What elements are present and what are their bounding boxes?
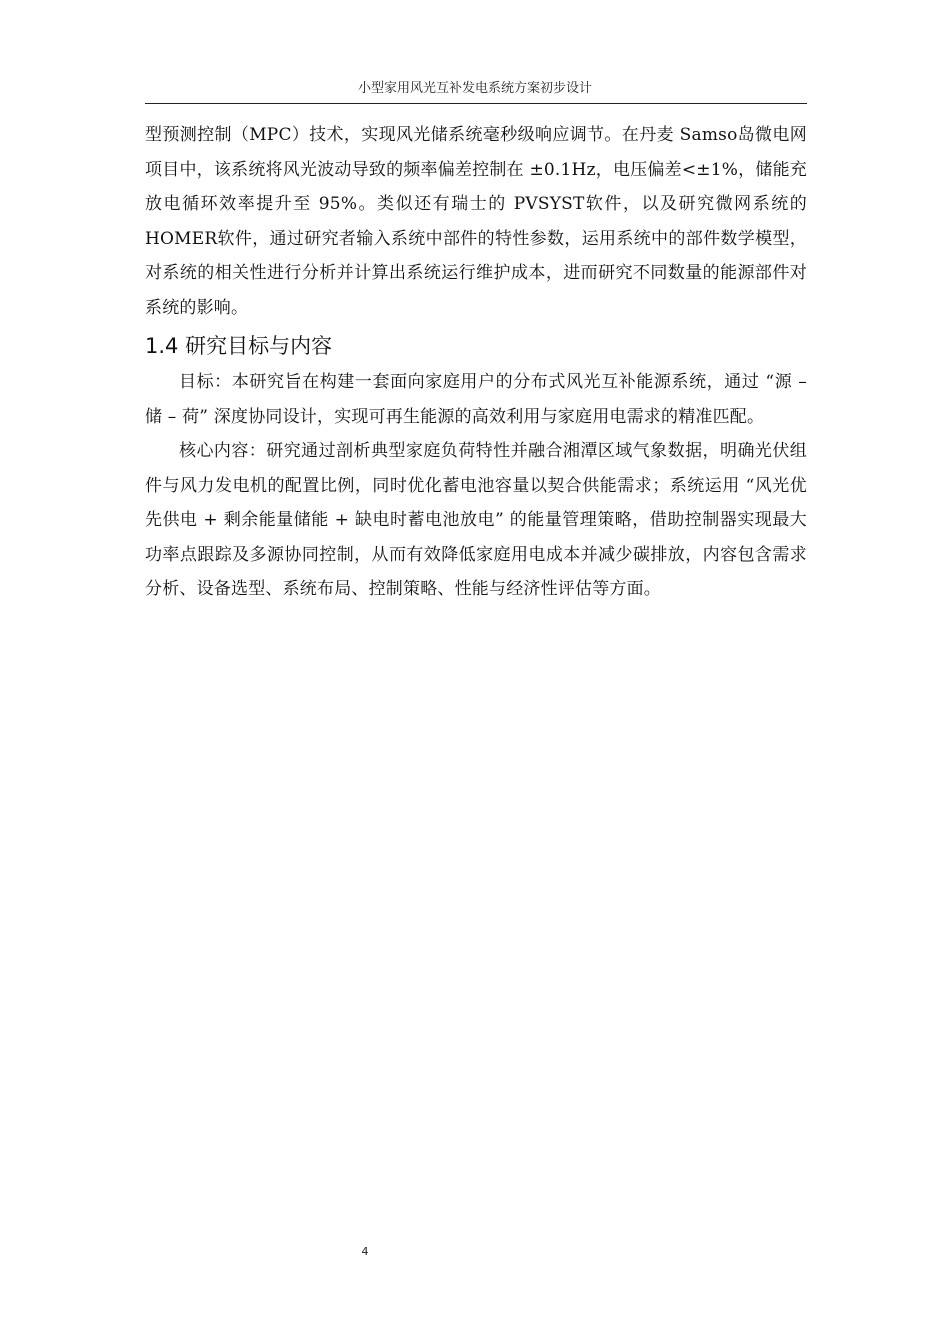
page-number: 4 xyxy=(361,1245,369,1258)
section-heading: 1.4 研究目标与内容 xyxy=(145,334,333,358)
paragraph-content: 核心内容：研究通过剖析典型家庭负荷特性并融合湘潭区域气象数据，明确光伏组件与风力发电机的配置比例，同时优化蓄电池容量以契合供能需求；系统运用 “风光优先供电 + 剩余能量储能 + 缺电时蓄电池放电” 的能量管理策略，借助控制器实现最大功率点跟踪及多源协同控制，从而有效降低家庭用电成本并减少碳排放，内容包含需求分析、设备选型、系统布局、控制策略、性能与经济性评估等方面。 xyxy=(145,441,807,599)
paragraph-goal: 目标：本研究旨在构建一套面向家庭用户的分布式风光互补能源系统，通过 “源 – 储 – 荷” 深度协同设计，实现可再生能源的高效利用与家庭用电需求的精准匹配。 xyxy=(145,372,807,427)
header-divider xyxy=(145,103,807,104)
running-header: 小型家用风光互补发电系统方案初步设计 xyxy=(357,81,592,96)
page-body xyxy=(145,118,807,607)
paragraph-continued: 型预测控制（MPC）技术，实现风光储系统毫秒级响应调节。在丹麦 Samso岛微电网项目中，该系统将风光波动导致的频率偏差控制在 ±0.1Hz，电压偏差<±1%，储能充放电循环效率提升至 95%。类似还有瑞士的 PVSYST软件，以及研究微网系统的 HOMER软件，通过研究者输入系统中部件的特性参数，运用系统中的部件数学模型，对系统的相关性进行分析并计算出系统运行维护成本，进而研究不同数量的能源部件对系统的影响。 xyxy=(145,125,807,318)
